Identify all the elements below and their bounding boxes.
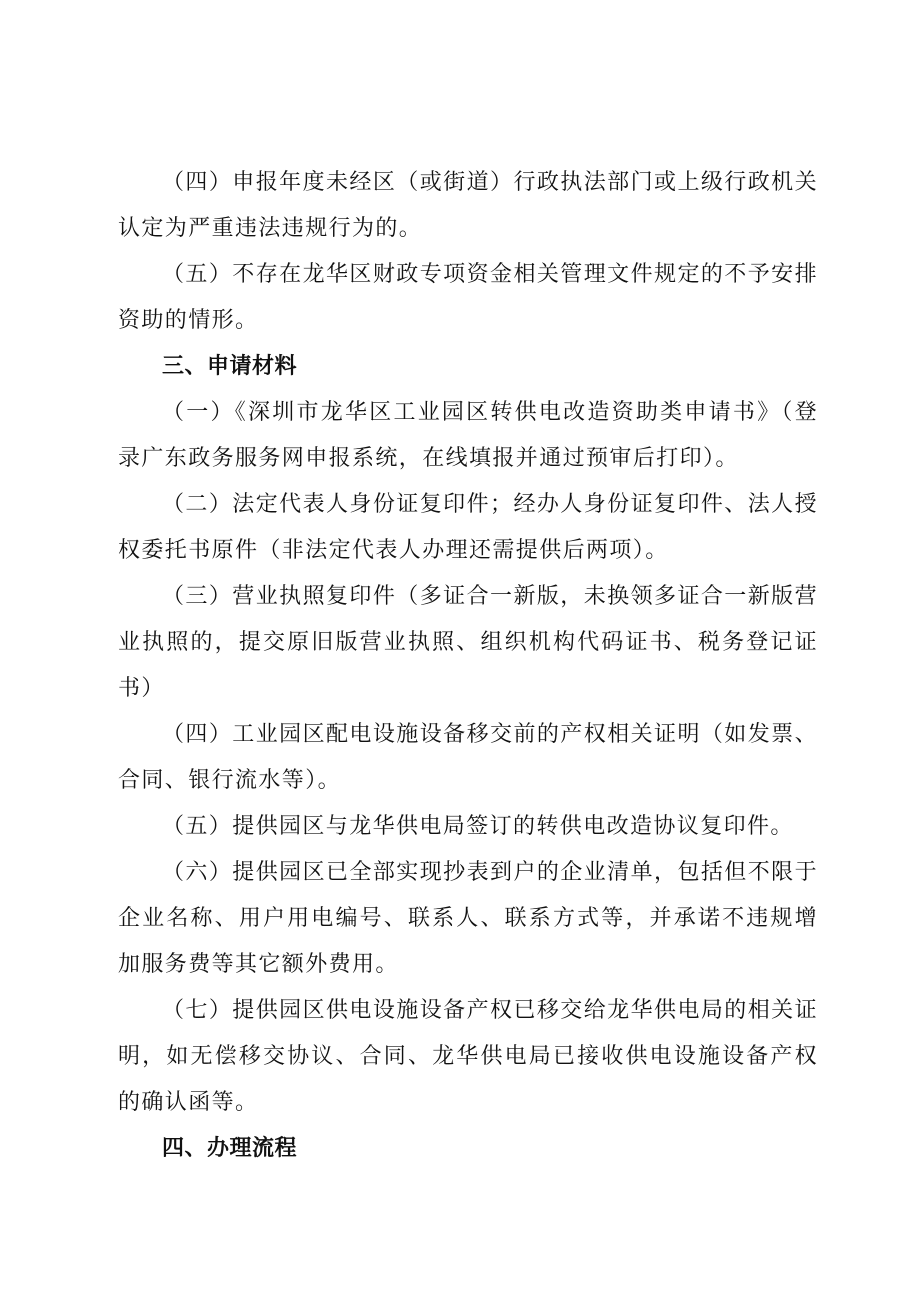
- material-item-7: （七）提供园区供电设施设备产权已移交给龙华供电局的相关证明，如无偿移交协议、合同、龙华供电局已接收供电设施设备产权的确认函等。: [118, 998, 818, 1115]
- paragraph-condition-5: （五）不存在龙华区财政专项资金相关管理文件规定的不予安排资助的情形。: [118, 262, 818, 333]
- material-item-1: （一）《深圳市龙华区工业园区转供电改造资助类申请书》（登录广东政务服务网申报系统，在线填报并通过预审后打印）。: [118, 400, 818, 471]
- material-item-5: （五）提供园区与龙华供电局签订的转供电改造协议复印件。: [162, 814, 794, 839]
- material-item-4: （四）工业园区配电设施设备移交前的产权相关证明（如发票、合同、银行流水等）。: [118, 722, 818, 793]
- material-item-3: （三）营业执照复印件（多证合一新版，未换领多证合一新版营业执照的，提交原旧版营业执照、组织机构代码证书、税务登记证书）: [118, 584, 818, 701]
- document-body: [118, 160, 818, 1172]
- section-application-materials: [118, 344, 818, 1126]
- section-heading-process: 四、办理流程: [162, 1136, 298, 1161]
- section-process: [118, 1126, 818, 1172]
- material-item-2: （二）法定代表人身份证复印件；经办人身份证复印件、法人授权委托书原件（非法定代表人办理还需提供后两项）。: [118, 492, 818, 563]
- paragraph-condition-4: （四）申报年度未经区（或街道）行政执法部门或上级行政机关认定为严重违法违规行为的。: [118, 170, 818, 241]
- material-item-6: （六）提供园区已全部实现抄表到户的企业清单，包括但不限于企业名称、用户用电编号、联系人、联系方式等，并承诺不违规增加服务费等其它额外费用。: [118, 860, 818, 977]
- section-heading-application-materials: 三、申请材料: [162, 354, 298, 379]
